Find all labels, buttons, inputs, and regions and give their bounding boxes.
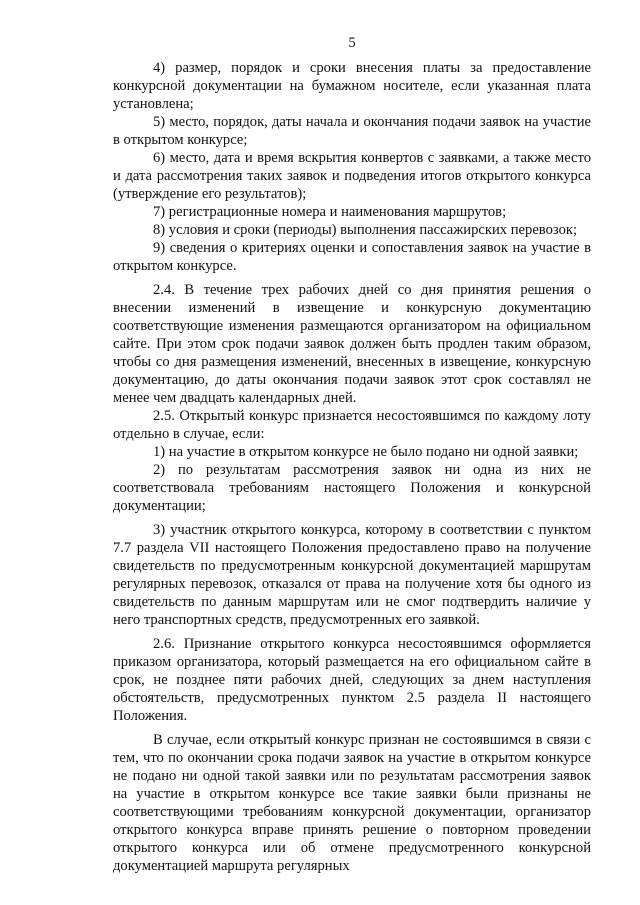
document-page — [113, 34, 591, 875]
paragraph-item-5: 5) место, порядок, даты начала и окончания подачи заявок на участие в открытом конкурсе; — [113, 114, 591, 148]
paragraph-2-6: 2.6. Признание открытого конкурса несостоявшимся оформляется приказом организатора, который размещается на его официальном сайте в срок, не позднее пяти рабочих дней, следующих за днем наступления обстоятельств, предусмотренных пунктом 2.5 раздела II настоящего Положения. — [113, 636, 591, 724]
paragraph-2-5-item-1: 1) на участие в открытом конкурсе не было подано ни одной заявки; — [153, 444, 579, 460]
page-number: 5 — [348, 35, 356, 51]
paragraph-item-7: 7) регистрационные номера и наименования маршрутов; — [153, 204, 507, 220]
paragraph-2-5-item-2: 2) по результатам рассмотрения заявок ни одна из них не соответствовала требованиям настоящего Положения и конкурсной документации; — [113, 462, 591, 514]
paragraph-2-5: 2.5. Открытый конкурс признается несостоявшимся по каждому лоту отдельно в случае, если: — [113, 408, 591, 442]
paragraph-item-6: 6) место, дата и время вскрытия конвертов с заявками, а также место и дата рассмотрения таких заявок и подведения итогов открытого конкурса (утверждение его результатов); — [113, 150, 591, 202]
paragraph-2-5-item-3: 3) участник открытого конкурса, которому в соответствии с пунктом 7.7 раздела VII настоящего Положения предоставлено право на получение свидетельств по предусмотренным конкурсной документацией маршрутам регулярных перевозок, отказался от права на получение хотя бы одного из свидетельств по данным маршрутам или не смог подтвердить наличие у него транспортных средств, предусмотренных его заявкой. — [113, 522, 591, 628]
paragraph-item-4: 4) размер, порядок и сроки внесения платы за предоставление конкурсной документации на бумажном носителе, если указанная плата установлена; — [113, 60, 591, 112]
paragraph-2-4: 2.4. В течение трех рабочих дней со дня принятия решения о внесении изменений в извещение и конкурсную документацию соответствующие изменения размещаются организатором на официальном сайте. При этом срок подачи заявок должен быть продлен таким образом, чтобы со дня размещения изменений, внесенных в извещение, конкурсную документацию, до даты окончания подачи заявок этот срок составлял не менее чем двадцать календарных дней. — [113, 282, 591, 406]
paragraph-item-9: 9) сведения о критериях оценки и сопоставления заявок на участие в открытом конкурсе. — [113, 240, 591, 274]
paragraph-item-8: 8) условия и сроки (периоды) выполнения пассажирских перевозок; — [153, 222, 578, 238]
paragraph-2-6-continuation: В случае, если открытый конкурс признан не состоявшимся в связи с тем, что по окончании срока подачи заявок на участие в открытом конкурсе не подано ни одной такой заявки или по результатам рассмотрения заявок на участие в открытом конкурсе все такие заявки были признаны не соответствующими требованиям конкурсной документации, организатор открытого конкурса вправе принять решение о повторном проведении открытого конкурса или об отмене предусмотренного конкурсной документацией маршрута регулярных — [113, 732, 591, 874]
